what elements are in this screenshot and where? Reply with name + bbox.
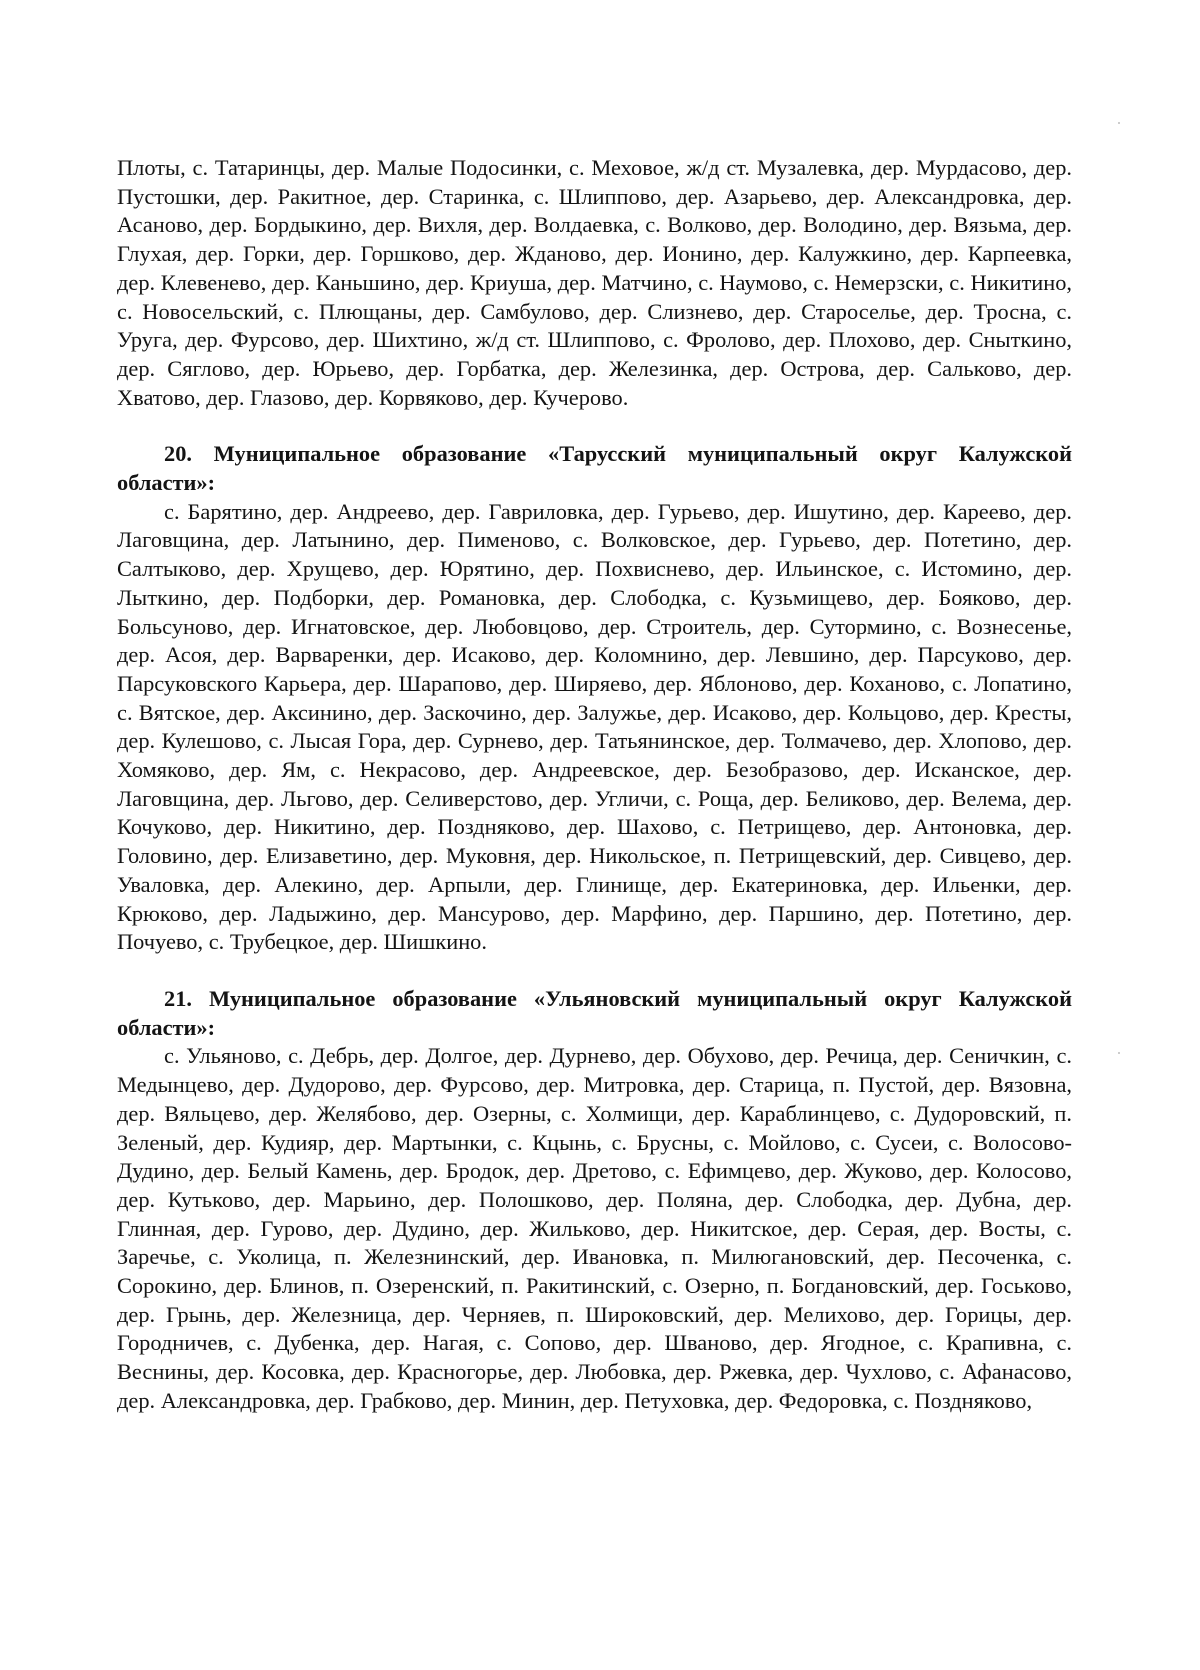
- section-21-body: с. Ульяново, с. Дебрь, дер. Долгое, дер. Дурнево, дер. Обухово, дер. Речица, дер. Сеничкин, с. Медынцево, дер. Дудорово, дер. Фурсово, дер. Митровка, дер. Старица, п. Пустой, дер. Вязовна, дер. Вяльцево, дер. Желябово, дер. Озерны, с. Холмищи, дер. Караблинцево, с. Дудоровский, п. Зеленый, дер. Кудияр, дер. Мартынки, с. Кцынь, с. Брусны, с. Мойлово, с. Сусеи, с. Волосово-Дудино, дер. Белый Камень, дер. Бродок, дер. Дретово, с. Ефимцево, дер. Жуково, дер. Колосово, дер. Кутьково, дер. Марьино, дер. Полошково, дер. Поляна, дер. Слободка, дер. Дубна, дер. Глинная, дер. Гурово, дер. Дудино, дер. Жильково, дер. Никитское, дер. Серая, дер. Восты, с. Заречье, с. Уколица, п. Железнинский, дер. Ивановка, п. Милюгановский, дер. Песоченка, с. Сорокино, дер. Блинов, п. Озеренский, п. Ракитинский, с. Озерно, п. Богдановский, дер. Госьково, дер. Грынь, дер. Железница, дер. Черняев, п. Широковский, дер. Мелихово, дер. Горицы, дер. Городничев, с. Дубенка, дер. Нагая, с. Сопово, дер. Шваново, дер. Ягодное, с. Крапивна, с. Веснины, дер. Косовка, дер. Красногорье, дер. Любовка, дер. Ржевка, дер. Чухлово, с. Афанасово, дер. Александровка, дер. Грабково, дер. Минин, дер. Петуховка, дер. Федоровка, с. Поздняково,: [117, 1043, 1072, 1413]
- section-20-heading: 20. Муниципальное образование «Тарусский муниципальный округ Калужской области»:: [117, 441, 1072, 496]
- scan-speck: [1118, 1052, 1120, 1054]
- continued-paragraph: Плоты, с. Татаринцы, дер. Малые Подосинки, с. Меховое, ж/д ст. Музалевка, дер. Мурдасово, дер. Пустошки, дер. Ракитное, дер. Старинка, с. Шлиппово, дер. Азарьево, дер. Александровка, дер. Асаново, дер. Бордыкино, дер. Вихля, дер. Волдаевка, с. Волково, дер. Володино, дер. Вязьма, дер. Глухая, дер. Горки, дер. Горшково, дер. Жданово, дер. Ионино, дер. Калужкино, дер. Карпеевка, дер. Клевенево, дер. Каньшино, дер. Криуша, дер. Матчино, с. Наумово, с. Немерзски, с. Никитино, с. Новосельский, с. Плющаны, дер. Самбулово, дер. Слизнево, дер. Староселье, дер. Тросна, с. Уруга, дер. Фурсово, дер. Шихтино, ж/д ст. Шлиппово, с. Фролово, дер. Плохово, дер. Сныткино, дер. Сяглово, дер. Юрьево, дер. Горбатка, дер. Железинка, дер. Острова, дер. Сальково, дер. Хватово, дер. Глазово, дер. Корвяково, дер. Кучерово.: [117, 155, 1072, 410]
- document-page: [117, 154, 1072, 1416]
- section-20-body: с. Барятино, дер. Андреево, дер. Гавриловка, дер. Гурьево, дер. Ишутино, дер. Кареево, дер. Лаговщина, дер. Латынино, дер. Пименово, с. Волковское, дер. Гурьево, дер. Потетино, дер. Салтыково, дер. Хрущево, дер. Юрятино, дер. Похвиснево, дер. Ильинское, с. Истомино, дер. Лыткино, дер. Подборки, дер. Романовка, дер. Слободка, с. Кузьмищево, дер. Бояково, дер. Больсуново, дер. Игнатовское, дер. Любовцово, дер. Строитель, дер. Сутормино, с. Вознесенье, дер. Асоя, дер. Варваренки, дер. Исаково, дер. Коломнино, дер. Левшино, дер. Парсуково, дер. Парсуковского Карьера, дер. Шарапово, дер. Ширяево, дер. Яблоново, дер. Коханово, с. Лопатино, с. Вятское, дер. Аксинино, дер. Заскочино, дер. Залужье, дер. Исаково, дер. Кольцово, дер. Кресты, дер. Кулешово, с. Лысая Гора, дер. Сурнево, дер. Татьянинское, дер. Толмачево, дер. Хлопово, дер. Хомяково, дер. Ям, с. Некрасово, дер. Андреевское, дер. Безобразово, дер. Исканское, дер. Лаговщина, дер. Льгово, дер. Селиверстово, дер. Угличи, с. Роща, дер. Беликово, дер. Велема, дер. Кочуково, дер. Никитино, дер. Поздняково, дер. Шахово, с. Петрищево, дер. Антоновка, дер. Головино, дер. Елизаветино, дер. Муковня, дер. Никольское, п. Петрищевский, дер. Сивцево, дер. Уваловка, дер. Алекино, дер. Арпыли, дер. Глинище, дер. Екатериновка, дер. Ильенки, дер. Крюково, дер. Ладыжино, дер. Мансурово, дер. Марфино, дер. Паршино, дер. Потетино, дер. Почуево, с. Трубецкое, дер. Шишкино.: [117, 498, 1072, 955]
- scan-speck: [1118, 122, 1120, 124]
- section-21-heading: 21. Муниципальное образование «Ульяновский муниципальный округ Калужской области»:: [117, 985, 1072, 1040]
